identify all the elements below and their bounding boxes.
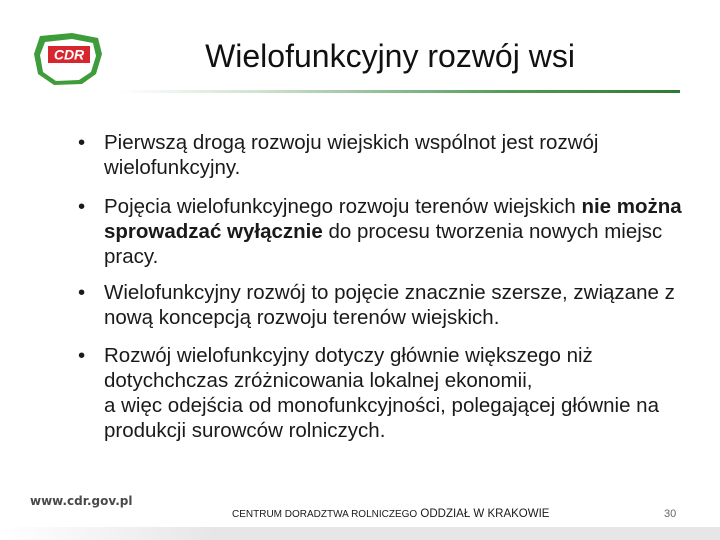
bullet-marker: • bbox=[78, 195, 86, 218]
bullet-item bbox=[76, 280, 686, 330]
bullet-text-line2: a więc odejścia od monofunkcyjności, polegającej głównie na produkcji surowców rolniczych. bbox=[104, 394, 659, 442]
bullet-item bbox=[76, 130, 686, 180]
bullet-item bbox=[76, 343, 686, 443]
bullet-marker: • bbox=[78, 131, 86, 154]
cdr-logo bbox=[32, 30, 106, 88]
bullet-text-bold: nie można sprowadzać wyłącznie bbox=[104, 195, 682, 243]
bullet-text: Pierwszą drogą rozwoju wiejskich wspólnot jest rozwój wielofunkcyjny. bbox=[104, 131, 599, 179]
footer-bar bbox=[0, 527, 720, 540]
bullet-list bbox=[76, 130, 686, 443]
bullet-item bbox=[76, 194, 686, 269]
bullet-text: Pojęcia wielofunkcyjnego rozwoju terenów wiejskich bbox=[104, 195, 582, 218]
logo-text: CDR bbox=[53, 46, 85, 63]
footer-org-branch: ODDZIAŁ W KRAKOWIE bbox=[417, 508, 550, 520]
title-underline bbox=[120, 90, 680, 93]
bullet-text: Rozwój wielofunkcyjny dotyczy głównie większego niż dotychchczas zróżnicowania lokalnej ekonomii, bbox=[104, 344, 593, 392]
bullet-text: Wielofunkcyjny rozwój to pojęcie znacznie szersze, związane z nową koncepcją rozwoju terenów wiejskich. bbox=[104, 281, 675, 329]
page-number: 30 bbox=[664, 508, 677, 520]
bullet-marker: • bbox=[78, 344, 86, 367]
slide-title: Wielofunkcyjny rozwój wsi bbox=[205, 38, 575, 74]
footer-org-main: CENTRUM DORADZTWA ROLNICZEGO bbox=[232, 509, 418, 520]
footer-url: www.cdr.gov.pl bbox=[30, 494, 133, 508]
bullet-marker: • bbox=[78, 281, 86, 304]
footer-organization bbox=[232, 508, 549, 520]
bullet-text-after: do procesu tworzenia nowych miejsc pracy. bbox=[104, 220, 663, 268]
cdr-logo-icon bbox=[32, 30, 106, 88]
